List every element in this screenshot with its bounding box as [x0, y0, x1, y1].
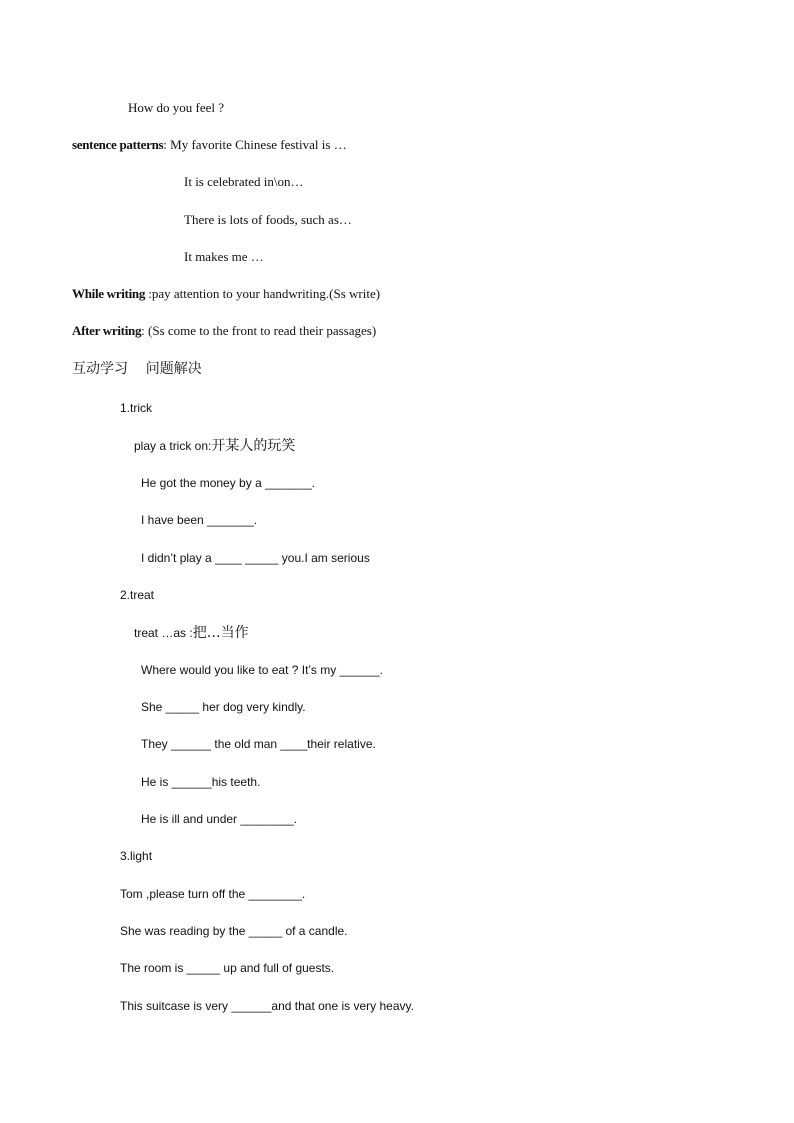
exercise-trick-3: I didn’t play a ____ _____ you.I am serious — [141, 551, 370, 565]
item-title-treat: 2.treat — [120, 588, 155, 602]
after-writing-line — [72, 324, 376, 337]
while-writing-text: :pay attention to your handwriting.(Ss write) — [145, 286, 381, 301]
phrase-treat-meaning: 把…当作 — [192, 625, 249, 641]
section-heading: 互动学习 问题解决 — [72, 361, 202, 377]
sentence-pattern-foods: There is lots of foods, such as… — [184, 212, 352, 227]
exercise-trick-2: I have been _______. — [141, 513, 258, 527]
phrase-treat — [134, 626, 249, 640]
sentence-patterns-line — [72, 138, 347, 151]
item-title-trick: 1.trick — [120, 401, 153, 415]
phrase-trick-text: play a trick on: — [134, 439, 212, 453]
exercise-treat-5: He is ill and under ________. — [141, 812, 298, 826]
exercise-treat-3: They ______ the old man ____their relative. — [141, 737, 376, 751]
sentence-pattern-favorite-festival: : My favorite Chinese festival is … — [163, 137, 347, 152]
item-title-light: 3.light — [120, 849, 153, 863]
sentence-patterns-label: sentence patterns — [72, 137, 164, 152]
phrase-treat-text: treat …as : — [134, 626, 193, 640]
exercise-treat-4: He is ______his teeth. — [141, 775, 261, 789]
exercise-light-4: This suitcase is very ______and that one is very heavy. — [120, 999, 414, 1013]
while-writing-line — [72, 287, 380, 300]
phrase-trick — [134, 439, 295, 453]
exercise-trick-1: He got the money by a _______. — [141, 476, 316, 490]
exercise-treat-1: Where would you like to eat ? It’s my ______. — [141, 663, 383, 677]
while-writing-label: While writing — [72, 286, 146, 301]
after-writing-label: After writing — [72, 323, 142, 338]
exercise-light-3: The room is _____ up and full of guests. — [120, 961, 335, 975]
exercise-light-2: She was reading by the _____ of a candle. — [120, 924, 348, 938]
phrase-trick-meaning: 开某人的玩笑 — [211, 438, 296, 454]
exercise-light-1: Tom ,please turn off the ________. — [120, 887, 306, 901]
after-writing-text: : (Ss come to the front to read their passages) — [141, 323, 377, 338]
intro-question: How do you feel ? — [128, 100, 225, 115]
sentence-pattern-makes-me: It makes me … — [184, 249, 264, 264]
exercise-treat-2: She _____ her dog very kindly. — [141, 700, 306, 714]
sentence-pattern-celebrated: It is celebrated in\on… — [184, 174, 304, 189]
